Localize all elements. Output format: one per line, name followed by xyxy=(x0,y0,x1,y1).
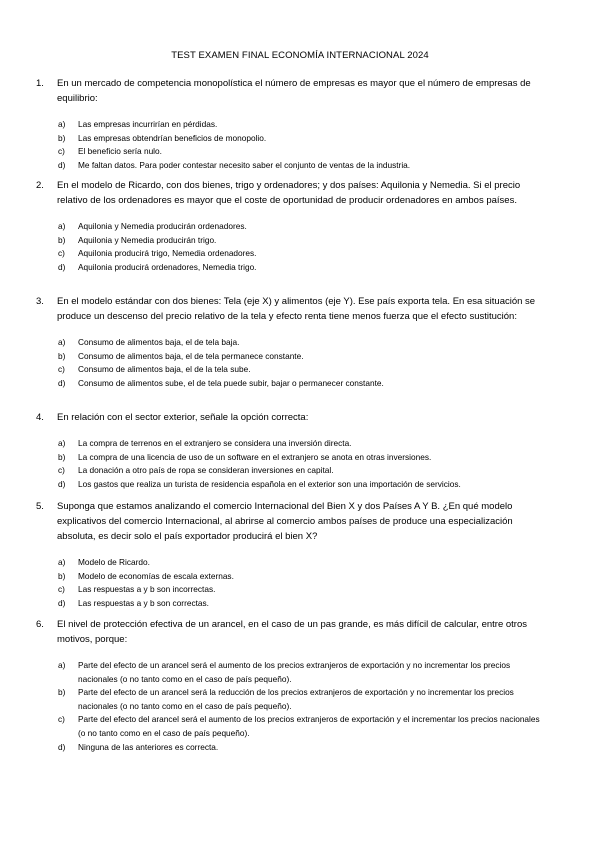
option-c xyxy=(58,464,548,478)
option-list xyxy=(36,118,548,172)
option-letter: c) xyxy=(58,146,65,157)
question-number: 6. xyxy=(36,619,44,630)
option-letter: b) xyxy=(58,234,66,245)
option-letter: a) xyxy=(58,660,66,670)
option-b xyxy=(58,350,548,364)
option-letter: b) xyxy=(58,451,66,462)
option-d xyxy=(58,377,548,391)
option-letter: c) xyxy=(58,584,65,595)
question-2 xyxy=(36,178,548,274)
option-letter: c) xyxy=(58,714,65,725)
option-b xyxy=(58,570,548,584)
option-letter: c) xyxy=(58,465,65,476)
option-letter: c) xyxy=(58,248,65,259)
question-text: En un mercado de competencia monopolística el número de empresas es mayor que el número de empresas de equilibrio: xyxy=(57,78,531,104)
option-c xyxy=(58,247,548,261)
option-text: Aquilonia producirá trigo, Nemedia ordenadores. xyxy=(78,248,257,259)
question-number: 5. xyxy=(36,501,44,512)
option-a xyxy=(58,336,548,350)
option-text: Las respuestas a y b son incorrectas. xyxy=(78,584,216,595)
option-a xyxy=(58,118,548,132)
option-d xyxy=(58,478,548,492)
option-a xyxy=(58,556,548,570)
option-text: Modelo de economías de escala externas. xyxy=(78,570,234,581)
question-text: El nivel de protección efectiva de un arancel, en el caso de un pas grande, es más difícil de calcular, entre otros motivos, porque: xyxy=(57,619,527,645)
option-c xyxy=(58,583,548,597)
question-number: 1. xyxy=(36,78,44,89)
question-6 xyxy=(36,617,548,754)
option-list xyxy=(36,437,548,491)
option-c xyxy=(58,713,548,740)
option-text: Ninguna de las anteriores es correcta. xyxy=(78,741,219,752)
option-a xyxy=(58,437,548,451)
question-text: En el modelo de Ricardo, con dos bienes, trigo y ordenadores; y dos países: Aquilonia y Nemedia. Si el precio relativo de los ordenadores es mayor que el coste de oportunidad de producir ordenadores en ambos países. xyxy=(57,180,521,206)
option-text: Consumo de alimentos baja, el de tela permanece constante. xyxy=(78,350,304,361)
option-letter: a) xyxy=(58,438,66,448)
question-text: En relación con el sector exterior, señale la opción correcta: xyxy=(57,412,309,423)
option-text: Aquilonia y Nemedia producirán ordenadores. xyxy=(78,221,247,231)
question-number: 3. xyxy=(36,296,44,307)
option-list xyxy=(36,556,548,610)
option-text: Consumo de alimentos baja, el de tela baja. xyxy=(78,337,240,347)
option-letter: a) xyxy=(58,337,66,347)
option-b xyxy=(58,451,548,465)
option-letter: b) xyxy=(58,570,66,581)
question-4 xyxy=(36,410,548,491)
option-text: Los gastos que realiza un turista de residencia española en el exterior son una importación de servicios. xyxy=(78,478,461,489)
option-list xyxy=(36,220,548,274)
option-letter: d) xyxy=(58,741,66,752)
question-3 xyxy=(36,294,548,390)
option-b xyxy=(58,234,548,248)
option-text: Las empresas incurrirían en pérdidas. xyxy=(78,119,218,129)
option-letter: a) xyxy=(58,557,66,567)
option-text: Consumo de alimentos sube, el de tela puede subir, bajar o permanecer constante. xyxy=(78,377,384,388)
option-letter: b) xyxy=(58,350,66,361)
option-letter: b) xyxy=(58,132,66,143)
option-text: El beneficio sería nulo. xyxy=(78,146,162,157)
option-letter: d) xyxy=(58,377,66,388)
option-text: Las empresas obtendrían beneficios de monopolio. xyxy=(78,132,267,143)
option-letter: c) xyxy=(58,364,65,375)
question-text: En el modelo estándar con dos bienes: Tela (eje X) y alimentos (eje Y). Ese país exporta tela. En esa situación se produce un descenso del precio relativo de la tela y efecto renta tiene menos fuerza que el efecto sustitución: xyxy=(57,296,536,322)
question-text: Suponga que estamos analizando el comercio Internacional del Bien X y dos Países A Y B. ¿En qué modelo explicativos del comercio Internacional, al abrirse al comercio ambos países de produce una especialización absoluta, es decir solo el país exportador producirá el bien X? xyxy=(57,501,513,542)
option-text: Aquilonia producirá ordenadores, Nemedia trigo. xyxy=(78,261,257,272)
option-a xyxy=(58,220,548,234)
page-title: TEST EXAMEN FINAL ECONOMÍA INTERNACIONAL 2024 xyxy=(171,50,429,61)
option-text: Las respuestas a y b son correctas. xyxy=(78,597,209,608)
question-1 xyxy=(36,76,548,172)
option-text: Consumo de alimentos baja, el de la tela sube. xyxy=(78,364,251,375)
option-d xyxy=(58,741,548,755)
option-text: Aquilonia y Nemedia producirán trigo. xyxy=(78,234,217,245)
option-d xyxy=(58,597,548,611)
option-text: Parte del efecto de un arancel será la reducción de los precios extranjeros de exportación y no incrementar los precios nacionales (o no tanto como en el caso de país pequeño). xyxy=(78,687,514,711)
option-letter: a) xyxy=(58,119,66,129)
question-number: 2. xyxy=(36,180,44,191)
option-letter: b) xyxy=(58,687,66,698)
option-list xyxy=(36,336,548,390)
option-letter: d) xyxy=(58,159,66,170)
option-text: Parte del efecto de un arancel será el aumento de los precios extranjeros de exportación y no incrementar los precios nacionales (o no tanto como en el caso de país pequeño). xyxy=(78,660,511,684)
option-text: Parte del efecto del arancel será el aumento de los precios extranjeros de exportación y el incrementar los precios nacionales (o no tanto como en el caso de país pequeño). xyxy=(78,714,540,738)
option-text: Modelo de Ricardo. xyxy=(78,557,150,567)
option-letter: d) xyxy=(58,478,66,489)
option-text: La donación a otro país de ropa se consideran inversiones en capital. xyxy=(78,465,334,476)
option-a xyxy=(58,659,548,686)
option-text: Me faltan datos. Para poder contestar necesito saber el conjunto de ventas de la industria. xyxy=(78,159,411,170)
option-letter: d) xyxy=(58,261,66,272)
option-letter: d) xyxy=(58,597,66,608)
option-text: La compra de una licencia de uso de un software en el extranjero se anota en otras inversiones. xyxy=(78,451,432,462)
option-text: La compra de terrenos en el extranjero se considera una inversión directa. xyxy=(78,438,352,448)
option-list xyxy=(36,659,548,754)
option-d xyxy=(58,159,548,173)
option-letter: a) xyxy=(58,221,66,231)
option-b xyxy=(58,132,548,146)
option-b xyxy=(58,686,548,713)
option-d xyxy=(58,261,548,275)
option-c xyxy=(58,145,548,159)
question-number: 4. xyxy=(36,412,44,423)
question-5 xyxy=(36,499,548,610)
option-c xyxy=(58,363,548,377)
